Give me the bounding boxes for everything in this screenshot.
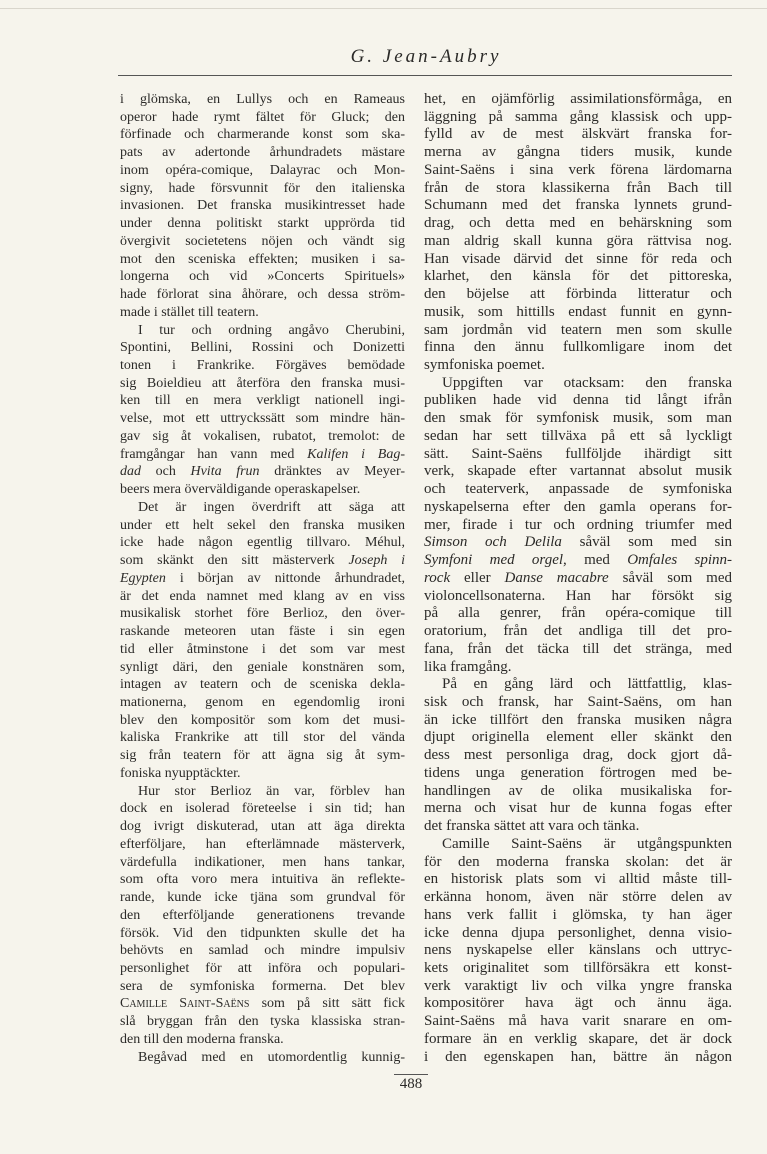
text-span: oratorium, från det andliga till det pro-	[424, 623, 732, 640]
text-line	[120, 978, 405, 996]
text-line	[424, 800, 732, 818]
italic-title: Omfales spinn-	[627, 552, 733, 569]
text-span: intagen av teatern och de sceniska dekla-	[120, 677, 405, 693]
text-line	[424, 233, 732, 251]
italic-title: Egypten	[120, 570, 166, 586]
text-span: i glömska, en Lullys och en Rameaus	[120, 92, 405, 107]
text-line	[424, 942, 732, 960]
text-line	[120, 836, 405, 854]
text-span: sedan har sett tillväxa på ett så lyckligt	[424, 427, 732, 444]
text-span: operor hade rymt fältet för Gluck; den	[120, 109, 405, 125]
text-span: sig Boieldieu att återföra den franska musi-	[120, 375, 405, 391]
text-span: gav sig åt vokalisen, rubatot, tremolot: de	[120, 428, 405, 444]
text-line	[120, 783, 405, 801]
text-line	[120, 410, 405, 428]
italic-title: dad	[120, 464, 141, 480]
small-caps-name: Camille Saint-Saëns	[120, 996, 250, 1012]
italic-title: Joseph i	[348, 553, 406, 569]
text-span: i den egenskapen han, bättre än någon	[424, 1048, 732, 1065]
text-line	[424, 712, 732, 730]
text-line	[424, 215, 732, 233]
text-span: sätt. Saint-Saëns fullföljde ihärdigt sitt	[424, 445, 732, 462]
text-span: merna av gångna tiders musik, kunde	[424, 144, 732, 161]
text-line	[120, 925, 405, 943]
text-line	[424, 463, 732, 481]
text-span: från de stora klassikerna från Bach till	[424, 179, 732, 196]
text-span: efterföljare, han efterlämnade mästerverk,	[120, 836, 405, 852]
text-span: signy, hade försvunnit för den italienska	[120, 180, 405, 196]
text-line	[120, 286, 405, 304]
text-line	[424, 286, 732, 304]
text-span: Det är ingen överdrift att säga att	[138, 499, 405, 515]
text-span: behövts en samlad och mindre impulsiv	[120, 943, 405, 959]
text-span: tid eller åtminstone i det som var mest	[120, 641, 405, 657]
text-line	[120, 268, 405, 286]
text-line	[120, 1013, 405, 1031]
text-span: än icke tillfört den franska musiken några	[424, 711, 732, 728]
text-span: rande, kunde icke tjäna som grundval för	[120, 890, 405, 906]
text-span: under denna politiskt starkt upprörda tid	[120, 216, 405, 232]
text-span: sig från teatern för att ägna sig åt sym-	[120, 748, 405, 764]
text-line	[120, 729, 405, 747]
text-line	[424, 836, 732, 854]
text-span: fana, från det täcka till det stränga, med	[424, 640, 732, 657]
text-span: tidens unga generation förtrogen med be-	[424, 764, 732, 781]
text-line	[424, 517, 732, 535]
italic-title: Hvita frun	[190, 464, 260, 480]
text-line	[120, 251, 405, 269]
text-span: beers mera överväldigande operaskapelser.	[120, 482, 361, 498]
text-span: som på sitt sätt fick	[249, 996, 405, 1012]
text-span: man aldrig skall kunna göra rättvisa nog.	[424, 232, 732, 249]
text-span: en historisk plats som vi alltid måste till-	[424, 871, 732, 888]
text-line	[424, 641, 732, 659]
text-line	[424, 251, 732, 269]
text-span: foniska nyupptäckter.	[120, 765, 241, 781]
text-line	[120, 747, 405, 765]
text-line	[424, 978, 732, 996]
text-span: under ett helt sekel den franska musiken	[120, 517, 405, 533]
text-span: musikalisk storhet före Berlioz, den över-	[120, 606, 405, 622]
text-span: Spontini, Bellini, Rossini och Donizetti	[120, 340, 405, 356]
text-line	[424, 322, 732, 340]
text-line	[424, 357, 732, 375]
text-line	[120, 109, 405, 127]
text-line	[424, 995, 732, 1013]
text-span: sisk och fransk, har Saint-Saëns, om han	[424, 693, 732, 710]
text-line	[120, 889, 405, 907]
text-span: klarhet, den känsla för det pittoreska,	[424, 268, 732, 285]
text-span: musik, som hittills endast funnit en gynn-	[424, 303, 732, 320]
text-span: det franska sättet att vara och tänka.	[424, 818, 640, 835]
text-span: förfinade och charmerande konst som ska-	[120, 127, 405, 143]
text-line	[120, 552, 405, 570]
text-line	[120, 659, 405, 677]
text-span: och teaterverk, anpassade de symfoniska	[424, 481, 732, 498]
text-span: Schumann med det franska lynnets grund-	[424, 197, 732, 214]
text-line	[424, 162, 732, 180]
text-span: icke hade någon egentlig tillvaro. Méhul,	[120, 535, 405, 551]
text-span: den böjelse att förbinda litteratur och	[424, 286, 732, 303]
text-line	[120, 570, 405, 588]
text-span: På en gång lärd och lättfattlig, klas-	[442, 676, 732, 693]
text-line	[424, 410, 732, 428]
text-span: publiken hade vid denna tid långt ifrån	[424, 392, 732, 409]
text-span: sera de symfoniska formerna. Det blev	[120, 978, 405, 994]
text-column-left	[120, 91, 405, 1066]
page-number: 488	[394, 1074, 428, 1093]
text-line	[424, 605, 732, 623]
text-line	[120, 854, 405, 872]
text-span: som skänkt den sitt mästerverk	[120, 553, 349, 569]
text-line	[120, 180, 405, 198]
text-span: raskande meteoren utan fäste i sin egen	[120, 624, 405, 640]
text-line	[424, 960, 732, 978]
text-line	[120, 392, 405, 410]
text-line	[120, 676, 405, 694]
text-line	[120, 215, 405, 233]
text-line	[424, 1013, 732, 1031]
text-span: den smak för symfonisk musik, som man	[424, 410, 732, 427]
text-line	[424, 854, 732, 872]
text-line	[120, 304, 405, 322]
text-span: och	[141, 464, 191, 480]
text-span: finna den ännu fullkomligare inom det	[424, 339, 732, 356]
text-span: sam jordmån vid teatern men som skulle	[424, 321, 732, 338]
text-line	[424, 889, 732, 907]
text-line	[120, 126, 405, 144]
text-line	[120, 375, 405, 393]
text-line	[424, 375, 732, 393]
text-span: Han visade därvid det sinne för reda och	[424, 250, 732, 267]
text-line	[424, 747, 732, 765]
text-line	[120, 233, 405, 251]
text-span: icke denna djupa personlighet, denna visio-	[424, 924, 732, 941]
text-line	[120, 605, 405, 623]
text-span: den till den moderna franska.	[120, 1031, 284, 1047]
italic-title: Symfoni med orgel	[424, 552, 564, 569]
text-span: såväl som med	[608, 569, 732, 586]
text-line	[424, 1031, 732, 1049]
text-line	[424, 676, 732, 694]
text-span: dock en isolerad företeelse i sin tid; han	[120, 801, 405, 817]
italic-title: rock	[424, 569, 451, 586]
text-line	[424, 109, 732, 127]
text-line	[120, 144, 405, 162]
text-span: pats av adertonde århundradets mästare	[120, 145, 405, 161]
text-line	[120, 162, 405, 180]
text-line	[120, 765, 405, 783]
text-span: nyskapelserna efter den gamla operans for-	[424, 498, 732, 515]
text-span: som ofta voro mera intuitiva än reflekte-	[120, 872, 405, 888]
text-line	[424, 446, 732, 464]
text-line	[120, 499, 405, 517]
text-line	[120, 322, 405, 340]
text-span: synligt däri, den geniale konstnären som,	[120, 659, 405, 675]
text-line	[424, 729, 732, 747]
text-span: violoncellsonaterna. Han har försökt sig	[424, 587, 732, 604]
text-line	[424, 765, 732, 783]
text-line	[120, 907, 405, 925]
text-span: I tur och ordning angåvo Cherubini,	[138, 322, 405, 338]
text-span: såväl som med sin	[561, 534, 732, 551]
text-span: fylld av de mest älskvärt franska for-	[424, 126, 732, 143]
text-line	[424, 339, 732, 357]
text-line	[424, 783, 732, 801]
text-line	[120, 694, 405, 712]
text-span: verk, skapade efter vartannat absolut musik	[424, 463, 732, 480]
text-span: Uppgiften var otacksam: den franska	[442, 374, 732, 391]
text-span: velse, mot ett uttryckssätt som mindre hän-	[120, 411, 405, 427]
text-span: drag, och detta med en behärskning som	[424, 215, 732, 232]
text-line	[424, 907, 732, 925]
text-span: mer, firade i tur och ordning triumfer med	[424, 516, 732, 533]
text-line	[424, 623, 732, 641]
text-line	[120, 588, 405, 606]
text-line	[120, 197, 405, 215]
text-line	[424, 588, 732, 606]
text-line	[424, 499, 732, 517]
text-span: framgångar han vann med	[120, 446, 308, 462]
text-span: mot den sceniska effekten; musiken i sa-	[120, 251, 405, 267]
text-span: longerna och vid »Concerts Spirituels»	[120, 269, 405, 285]
text-line	[424, 197, 732, 215]
text-line	[120, 623, 405, 641]
text-span: hans verk fallit i glömska, ty han äger	[424, 906, 732, 923]
text-line	[424, 144, 732, 162]
text-span: het, en ojämförlig assimilationsförmåga, en	[424, 91, 732, 107]
text-line	[120, 339, 405, 357]
text-span: kets originalitet som tillförsäkra ett konst-	[424, 959, 732, 976]
text-line	[424, 871, 732, 889]
text-span: övergivit societetens nöjen och vändt sig	[120, 233, 405, 249]
text-line	[120, 871, 405, 889]
text-line	[424, 552, 732, 570]
text-line	[424, 659, 732, 677]
text-span: Begåvad med en utomordentlig kunnig-	[138, 1049, 405, 1065]
italic-title: Kalifen i Bag-	[307, 446, 405, 462]
text-line	[424, 428, 732, 446]
text-line	[424, 818, 732, 836]
text-span: på alla genrer, från opéra-comique till	[424, 605, 732, 622]
text-span: slå bryggan från den tyska klassiska stran-	[120, 1014, 405, 1030]
text-column-right	[424, 91, 732, 1066]
text-span: är det enda namnet med klang av en viss	[120, 588, 405, 604]
italic-title: Danse macabre	[504, 569, 609, 586]
text-line	[120, 446, 405, 464]
text-span: inom opéra-comique, Dalayrac och Mon-	[120, 162, 405, 178]
text-span: nens nyskapelse eller känslans och uttryc-	[424, 942, 732, 959]
text-line	[424, 694, 732, 712]
text-span: blev den kompositör som kom det musi-	[120, 712, 405, 728]
text-line	[120, 534, 405, 552]
text-span: hade förlorat sina åhörare, och dessa ström-	[120, 287, 405, 303]
text-span: värdefulla indikationer, men hans tankar,	[120, 854, 405, 870]
text-span: Camille Saint-Saëns är utgångspunkten	[442, 835, 732, 852]
text-span: lika framgång.	[424, 658, 512, 675]
text-span: invasionen. Det franska musikintresset hade	[120, 198, 405, 214]
text-span: Hur stor Berlioz än var, förblev han	[138, 783, 405, 799]
text-line	[424, 534, 732, 552]
text-line	[424, 925, 732, 943]
text-span: djupt originella element eller skänkt den	[424, 729, 732, 746]
text-span: formare än en verklig skapare, det är dock	[424, 1030, 732, 1047]
text-span: dränktes av Meyer-	[259, 464, 406, 480]
text-line	[120, 1049, 405, 1067]
text-line	[120, 91, 405, 109]
text-line	[120, 960, 405, 978]
text-line	[424, 304, 732, 322]
text-line	[120, 641, 405, 659]
text-span: kaliska Frankrike att till stor del vända	[120, 730, 405, 746]
text-span: den efterföljande generationens trevande	[120, 907, 405, 923]
text-line	[424, 91, 732, 109]
text-line	[120, 942, 405, 960]
text-span: made i stället till teatern.	[120, 304, 259, 320]
text-line	[424, 180, 732, 198]
text-span: , med	[563, 552, 628, 569]
text-span: försök. Vid den tidpunkten skulle det ha	[120, 925, 405, 941]
text-span: kompositörer hava ägt och ännu äga.	[424, 995, 732, 1012]
text-line	[120, 517, 405, 535]
text-line	[424, 392, 732, 410]
text-span: dess mest personliga drag, dock gjort då-	[424, 747, 732, 764]
text-span: mationerna, genom en egendomlig ironi	[120, 694, 405, 710]
text-line	[424, 570, 732, 588]
text-line	[120, 800, 405, 818]
text-span: tonen i Frankrike. Förgäves bemödade	[120, 358, 405, 374]
text-line	[120, 357, 405, 375]
text-span: för den moderna franska skolan: det är	[424, 853, 732, 870]
text-span: eller	[450, 569, 505, 586]
text-span: erkänna honom, även när större delen av	[424, 889, 732, 906]
text-line	[424, 126, 732, 144]
text-line	[120, 995, 405, 1013]
text-span: handlingen av de olika musikaliska for-	[424, 782, 732, 799]
text-line	[424, 481, 732, 499]
text-span: Saint-Saëns i sina verk förena lärdomarna	[424, 161, 732, 178]
running-head: G. Jean-Aubry	[350, 46, 502, 67]
text-span: läggning på samma gång klassisk och upp-	[424, 108, 732, 125]
text-line	[120, 463, 405, 481]
text-line	[424, 1049, 732, 1067]
text-span: Saint-Saëns må hava varit snarare en om-	[424, 1013, 732, 1030]
text-span: merna och visat hur de kunna fogas efter	[424, 800, 732, 817]
page-edge	[0, 8, 767, 9]
text-span: verk varaktigt liv och vilka yngre franska	[424, 977, 732, 994]
text-line	[120, 712, 405, 730]
text-span: i början av nittonde århundradet,	[165, 570, 405, 586]
header-rule	[118, 75, 732, 76]
text-span: dog ivrigt diskuterad, utan att äga direkta	[120, 819, 405, 835]
text-line	[424, 268, 732, 286]
text-span: ken till en mera verkligt nationell ingi-	[120, 393, 405, 409]
text-span: symfoniska poemet.	[424, 357, 545, 374]
text-line	[120, 818, 405, 836]
italic-title: Simson och Delila	[424, 534, 562, 551]
text-line	[120, 1031, 405, 1049]
text-span: personlighet för att införa och populari-	[120, 960, 405, 976]
text-line	[120, 428, 405, 446]
text-line	[120, 481, 405, 499]
